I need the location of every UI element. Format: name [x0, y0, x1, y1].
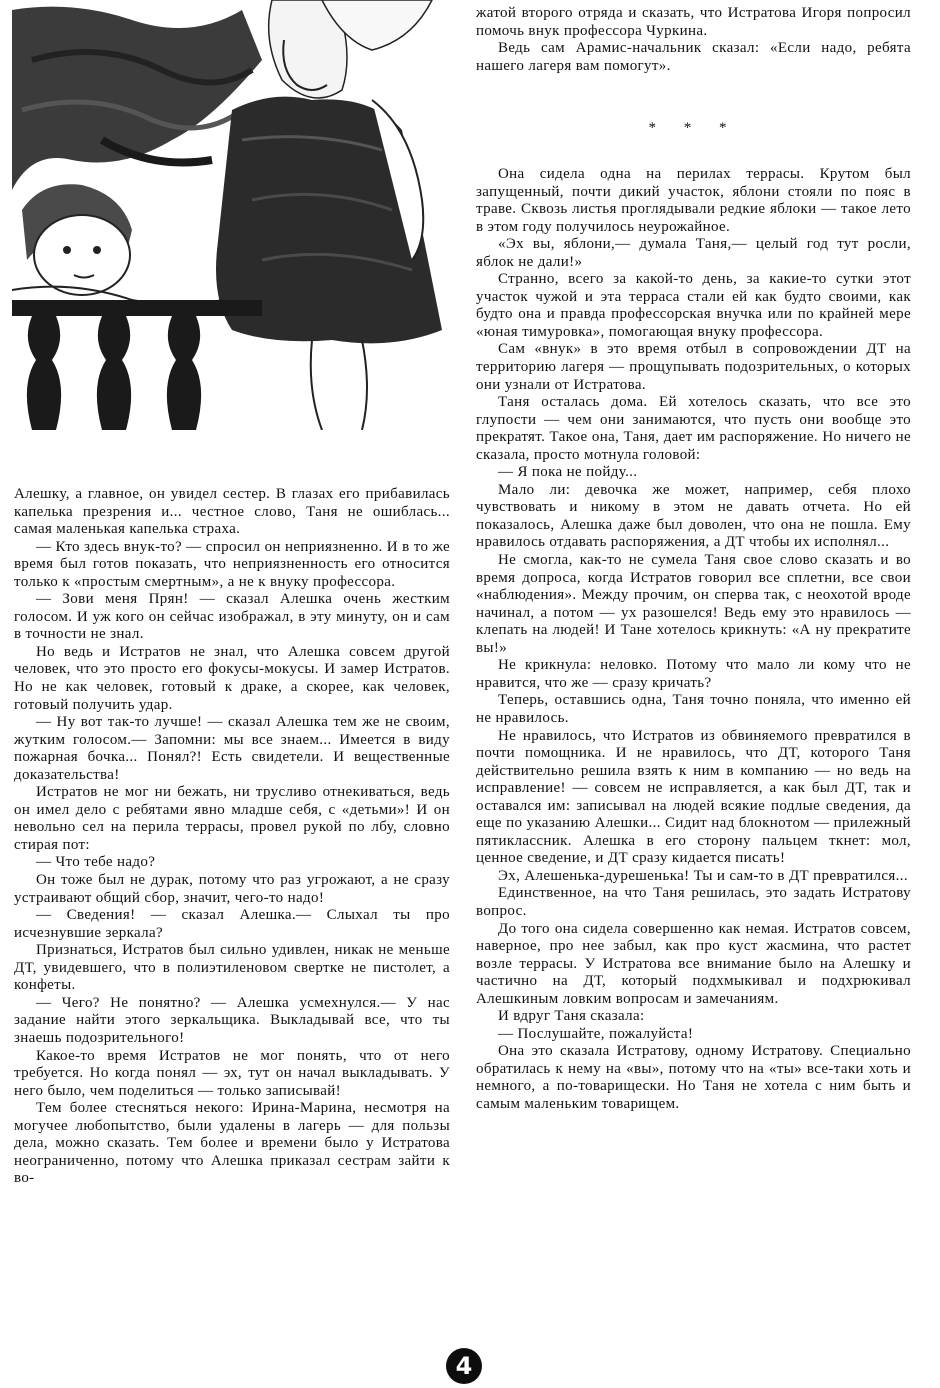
paragraph: Он тоже был не дурак, потому что раз угрожают, а не сразу устраивают общий сбор, значит, чего-то надо! — [14, 872, 450, 906]
paragraph: Ведь сам Арамис-начальник сказал: «Если надо, ребята нашего лагеря вам помогут». — [476, 40, 911, 74]
paragraph: Не смогла, как-то не сумела Таня свое слово сказать и во время допроса, когда Истратов говорил все сплетни, все свои «наблюдения». Между прочим, он сперва так, с неохотой вроде начинал, а потом — ух разошелся! Ведь ему это нравилось — клепать на людей! И Тане хотелось крикнуть: «А ну прекратите вы!» — [476, 552, 911, 656]
paragraph: — Зови меня Прян! — сказал Алешка очень жестким голосом. И уж кого он сейчас изображал, в эту минуту, он и сам в точности не знал. — [14, 591, 450, 643]
paragraph: — Ну вот так-то лучше! — сказал Алешка тем же не своим, жутким голосом.— Запомни: мы все знаем... Имеется в виду пожарная бочка... Понял?! Есть свидетели. И вещественные доказательства! — [14, 714, 450, 783]
paragraph: — Послушайте, пожалуйста! — [498, 1025, 694, 1042]
paragraph: Она сидела одна на перилах террасы. Крутом был запущенный, почти дикий участок, яблони стояли по пояс в траве. Сквозь листья проглядывали редкие яблоки — такое лето в этом году получилось неурожайное. — [476, 166, 911, 235]
paragraph: — Что тебе надо? — [36, 854, 156, 871]
paragraph: Какое-то время Истратов не мог понять, что от него требуется. Но когда понял — эх, тут он начал выкладывать. У него было, чем поделиться — только записывай! — [14, 1047, 450, 1099]
illustration-boy-girl-terrace-icon — [12, 0, 468, 430]
paragraph: — Кто здесь внук-то? — спросил он неприязненно. И в то же время был готов показать, что неприязненность его относится только к «простым смертным», а не к внуку профессора. — [14, 538, 450, 590]
paragraph: Таня осталась дома. Ей хотелось сказать, что все это глупости — чем они занимаются, что пусть они вообще это прекратят. Такое она, Таня, дает им распоряжение. Но ничего не сказала, просто мотнула головой: — [476, 394, 911, 463]
section-separator: * * * — [648, 120, 739, 136]
paragraph: И вдруг Таня сказала: — [498, 1008, 645, 1025]
paragraph: — Сведения! — сказал Алешка.— Слыхал ты про исчезнувшие зеркала? — [14, 907, 450, 941]
paragraph: Теперь, оставшись одна, Таня точно поняла, что именно ей не нравилось. — [476, 692, 911, 726]
right-column-main — [476, 166, 911, 1114]
right-column-top — [476, 5, 911, 75]
paragraph: Тем более стесняться некого: Ирина-Марина, несмотря на могучее любопытство, были удалены в лагерь — для пользы дела, можно сказать. Тем более и времени было у Истратова неограниченно, потому что Алешка приказал сестрам зайти к во- — [14, 1100, 450, 1187]
paragraph: До того она сидела совершенно как немая. Истратов совсем, наверное, про нее забыл, как про куст жасмина, что растет возле террасы. У Истратова все внимание было на Алешку и частично на ДТ, который подхмыкивал и подхрюкивал Алешкиным ловким вопросам и замечаниям. — [476, 920, 911, 1007]
paragraph: Признаться, Истратов был сильно удивлен, никак не меньше ДТ, увидевшего, что в полиэтиленовом свертке не пистолет, а конфеты. — [14, 942, 450, 994]
paragraph: жатой второго отряда и сказать, что Истратова Игоря попросил помочь внук профессора Чуркина. — [476, 5, 911, 39]
paragraph: Не нравилось, что Истратов из обвиняемого превратился в почти помощника. И не нравилось, что ДТ, которого Таня действительно решила взять к ним в компанию — но ведь на исправление! — совсем не исправляется, а как был ДТ, так и оставался им: записывал на людей всякие подлые сведения, да еще по указанию Алешки... Сидит над блокнотом — прилежный пятиклассник. Алешка в его сторону пальцем ткнет: мол, ценное сведение, и ДТ сразу кидается писать! — [476, 727, 911, 867]
paragraph: — Чего? Не понятно? — Алешка усмехнулся.— У нас задание найти этого зеркальщика. Выкладывай все, что ты знаешь подозрительного! — [14, 994, 450, 1046]
paragraph: Она это сказала Истратову, одному Истратову. Специально обратилась к нему на «вы», потому что на «ты» все-таки хоть и немного, а по-товарищески. Но Таня не хотела с ним быть и самым маленьким товарищем. — [476, 1043, 911, 1112]
paragraph: Странно, всего за какой-то день, за какие-то сутки этот участок чужой и эта терраса стали ей как будто своими, как будто она и правда профессорская внучка или по крайней мере «юная тимуровка», помогающая внуку профессора. — [476, 271, 911, 340]
paragraph: — Я пока не пойду... — [498, 464, 638, 481]
paragraph: Единственное, на что Таня решилась, это задать Истратову вопрос. — [476, 885, 911, 919]
left-column — [14, 486, 450, 1188]
page-number: 4 — [446, 1348, 482, 1384]
illustration — [12, 0, 468, 430]
paragraph: Алешку, а главное, он увидел сестер. В глазах его прибавилась капелька презрения и... честное слово, Таня не ошиблась... самая маленькая капелька страха. — [14, 486, 450, 538]
paragraph: Но ведь и Истратов не знал, что Алешка совсем другой человек, что это просто его фокусы-мокусы. И замер Истратов. Но не как человек, готовый к драке, а скорее, как человек, готовый получить удар. — [14, 643, 450, 713]
paragraph: Сам «внук» в это время отбыл в сопровождении ДТ на территорию лагеря — прощупывать подозрительных, о которых они узнали от Истратова. — [476, 341, 911, 393]
paragraph: Истратов не мог ни бежать, ни трусливо отнекиваться, ведь он имел дело с ребятами явно младше себя, с «детьми»! И он невольно сел на перила террасы, провел рукой по лбу, словно стирая пот: — [14, 784, 450, 853]
paragraph: «Эх вы, яблони,— думала Таня,— целый год тут росли, яблок не дали!» — [476, 236, 911, 270]
paragraph: Не крикнула: неловко. Потому что мало ли кому что не нравится, что же — сразу кричать? — [476, 657, 911, 691]
paragraph: Мало ли: девочка же может, например, себя плохо чувствовать и никому в этом не давать отчета. Но ей показалось, Алешка даже был доволен, что она не пошла. Ему нравилось отдавать распоряжения, а ДТ чтобы их исполнял... — [476, 481, 911, 551]
paragraph: Эх, Алешенька-дурешенька! Ты и сам-то в ДТ превратился... — [498, 867, 908, 884]
